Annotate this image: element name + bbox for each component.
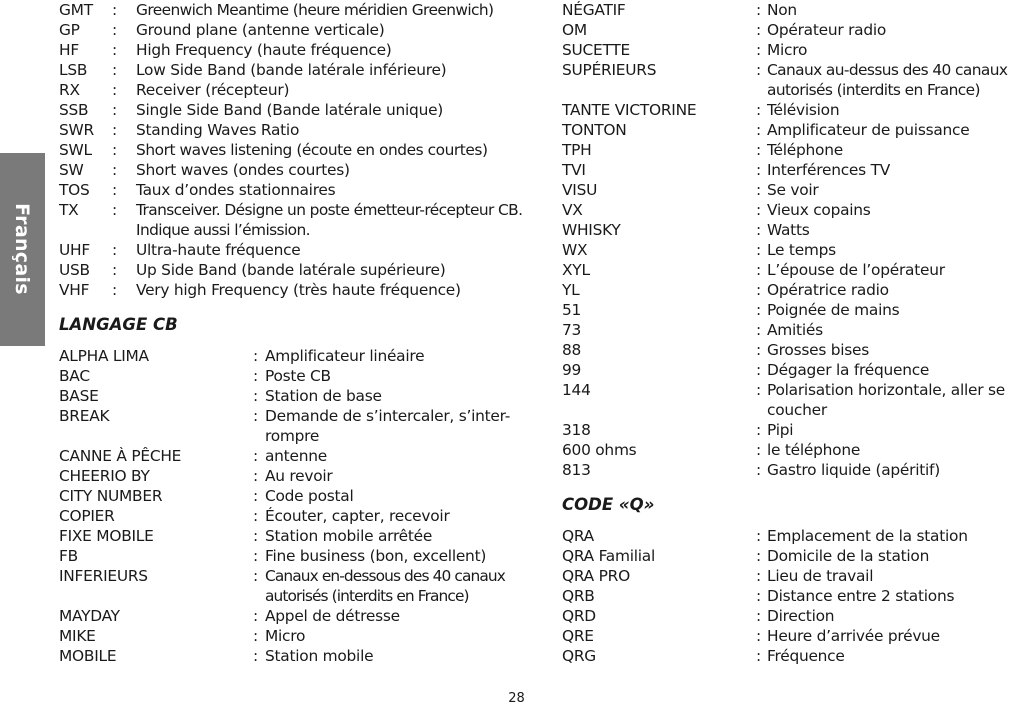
entry-definition: Ground plane (antenne verticale) — [136, 21, 385, 39]
entry-term: BASE — [59, 387, 99, 405]
entry-definition: Opérateur radio — [767, 21, 887, 39]
list-item — [59, 486, 537, 506]
abbreviations-list — [59, 0, 537, 300]
entry-definition: Grosses bises — [767, 341, 870, 359]
entry-colon: : — [756, 527, 761, 545]
entry-colon: : — [756, 627, 761, 645]
list-item — [562, 240, 1033, 260]
entry-colon: : — [756, 421, 761, 439]
entry-definition: Up Side Band (bande latérale supérieure) — [136, 261, 446, 279]
list-item — [59, 406, 537, 446]
entry-term: USB — [59, 261, 90, 279]
entry-colon: : — [112, 281, 117, 299]
entry-term: UHF — [59, 241, 90, 259]
entry-definition: Canaux au-dessus des 40 canaux autorisés (interdits en France) — [767, 61, 1008, 99]
list-item — [59, 240, 537, 260]
entry-definition: Micro — [265, 627, 306, 645]
entry-definition: Fine business (bon, excellent) — [265, 547, 487, 565]
list-item — [562, 300, 1033, 320]
list-item — [562, 140, 1033, 160]
entry-definition: Single Side Band (Bande latérale unique) — [136, 101, 444, 119]
entry-term: MAYDAY — [59, 607, 120, 625]
entry-colon: : — [756, 61, 761, 79]
entry-definition: Short waves listening (écoute en ondes courtes) — [136, 141, 488, 159]
entry-colon: : — [112, 201, 117, 219]
entry-term: SWR — [59, 121, 94, 139]
entry-term: 600 ohms — [562, 441, 637, 459]
list-item — [562, 20, 1033, 40]
entry-definition: Transceiver. Désigne un poste émetteur-récepteur CB. Indique aussi l’émission. — [136, 201, 523, 239]
entry-colon: : — [112, 241, 117, 259]
list-item — [562, 626, 1033, 646]
entry-colon: : — [112, 21, 117, 39]
entry-colon: : — [756, 141, 761, 159]
list-item — [59, 200, 537, 240]
list-item — [59, 20, 537, 40]
entry-term: HF — [59, 41, 79, 59]
list-item — [59, 366, 537, 386]
list-item — [562, 180, 1033, 200]
entry-term: FIXE MOBILE — [59, 527, 154, 545]
entry-colon: : — [756, 647, 761, 665]
list-item — [562, 546, 1033, 566]
entry-term: 318 — [562, 421, 591, 439]
entry-colon: : — [112, 161, 117, 179]
entry-term: QRE — [562, 627, 594, 645]
entry-definition: Micro — [767, 41, 808, 59]
list-item — [562, 320, 1033, 340]
entry-term: VX — [562, 201, 583, 219]
list-item — [59, 646, 537, 666]
entry-term: GMT — [59, 1, 93, 19]
list-item — [59, 566, 537, 606]
list-item — [562, 340, 1033, 360]
entry-colon: : — [756, 607, 761, 625]
entry-term: 813 — [562, 461, 591, 479]
language-tab — [0, 153, 45, 346]
entry-term: SWL — [59, 141, 92, 159]
entry-term: WHISKY — [562, 221, 621, 239]
list-item — [59, 506, 537, 526]
entry-colon: : — [112, 121, 117, 139]
entry-colon: : — [756, 161, 761, 179]
entry-colon: : — [112, 61, 117, 79]
list-item — [59, 346, 537, 366]
entry-colon: : — [253, 387, 258, 405]
entry-definition: Écouter, capter, recevoir — [265, 507, 450, 525]
entry-definition: Poignée de mains — [767, 301, 900, 319]
entry-term: 73 — [562, 321, 582, 339]
entry-colon: : — [253, 507, 258, 525]
entry-term: TANTE VICTORINE — [562, 101, 697, 119]
entry-term: COPIER — [59, 507, 115, 525]
entry-definition: Station mobile — [265, 647, 374, 665]
entry-definition: Lieu de travail — [767, 567, 874, 585]
entry-term: XYL — [562, 261, 590, 279]
entry-colon: : — [253, 487, 258, 505]
entry-term: CHEERIO BY — [59, 467, 150, 485]
entry-term: TOS — [59, 181, 90, 199]
list-item — [562, 526, 1033, 546]
entry-term: BREAK — [59, 407, 110, 425]
list-item — [59, 100, 537, 120]
entry-definition: Télévision — [767, 101, 840, 119]
list-item — [562, 420, 1033, 440]
entry-definition: High Frequency (haute fréquence) — [136, 41, 392, 59]
entry-colon: : — [253, 407, 258, 425]
entry-term: 99 — [562, 361, 582, 379]
list-item — [562, 100, 1033, 120]
entry-definition: Demande de s’intercaler, s’inter-rompre — [265, 407, 511, 445]
list-item — [562, 280, 1033, 300]
entry-colon: : — [756, 21, 761, 39]
entry-colon: : — [756, 261, 761, 279]
entry-term: MOBILE — [59, 647, 117, 665]
code-q-list — [562, 526, 1033, 666]
list-item — [562, 440, 1033, 460]
entry-definition: Code postal — [265, 487, 354, 505]
entry-term: OM — [562, 21, 587, 39]
entry-colon: : — [756, 567, 761, 585]
list-item — [59, 160, 537, 180]
entry-definition: Very high Frequency (très haute fréquence) — [136, 281, 461, 299]
entry-term: SSB — [59, 101, 89, 119]
list-item — [59, 466, 537, 486]
entry-definition: Téléphone — [767, 141, 843, 159]
langage-cb-list — [59, 346, 537, 666]
entry-colon: : — [112, 81, 117, 99]
entry-term: QRG — [562, 647, 596, 665]
entry-term: RX — [59, 81, 80, 99]
list-item — [562, 220, 1033, 240]
entry-term: MIKE — [59, 627, 96, 645]
list-item — [59, 446, 537, 466]
list-item — [562, 566, 1033, 586]
entry-term: QRA Familial — [562, 547, 656, 565]
entry-definition: Poste CB — [265, 367, 331, 385]
entry-term: QRD — [562, 607, 596, 625]
entry-colon: : — [756, 101, 761, 119]
page-number: 28 — [508, 691, 525, 706]
entry-definition: Greenwich Meantime (heure méridien Greenwich) — [136, 1, 494, 19]
entry-definition: Polarisation horizontale, aller se coucher — [767, 381, 1005, 419]
entry-definition: antenne — [265, 447, 327, 465]
entry-colon: : — [253, 647, 258, 665]
entry-term: TVI — [562, 161, 586, 179]
list-item — [59, 60, 537, 80]
entry-definition: Ultra-haute fréquence — [136, 241, 301, 259]
list-item — [59, 546, 537, 566]
entry-definition: Interférences TV — [767, 161, 890, 179]
entry-term: QRA — [562, 527, 594, 545]
entry-colon: : — [756, 301, 761, 319]
entry-colon: : — [756, 381, 761, 399]
entry-colon: : — [253, 567, 258, 585]
list-item — [59, 386, 537, 406]
entry-definition: Non — [767, 1, 797, 19]
entry-term: SUPÉRIEURS — [562, 61, 657, 79]
entry-colon: : — [112, 141, 117, 159]
list-item — [562, 380, 1033, 420]
entry-colon: : — [756, 241, 761, 259]
list-item — [59, 40, 537, 60]
entry-colon: : — [756, 181, 761, 199]
entry-colon: : — [756, 41, 761, 59]
entry-definition: Standing Waves Ratio — [136, 121, 300, 139]
entry-term: TONTON — [562, 121, 627, 139]
entry-definition: Station mobile arrêtée — [265, 527, 433, 545]
entry-term: 144 — [562, 381, 591, 399]
entry-term: YL — [562, 281, 580, 299]
entry-definition: Short waves (ondes courtes) — [136, 161, 350, 179]
entry-definition: Amitiés — [767, 321, 823, 339]
list-item — [59, 606, 537, 626]
entry-term: SUCETTE — [562, 41, 631, 59]
entry-definition: Receiver (récepteur) — [136, 81, 290, 99]
entry-colon: : — [756, 1, 761, 19]
entry-definition: Vieux copains — [767, 201, 871, 219]
list-item — [562, 260, 1033, 280]
entry-definition: Canaux en-dessous des 40 canaux autorisés (interdits en France) — [265, 567, 505, 605]
language-tab-label: Français — [11, 203, 33, 295]
entry-colon: : — [756, 321, 761, 339]
entry-term: TPH — [562, 141, 592, 159]
list-item — [562, 160, 1033, 180]
entry-term: LSB — [59, 61, 88, 79]
entry-definition: Opératrice radio — [767, 281, 889, 299]
entry-colon: : — [112, 261, 117, 279]
entry-definition: Direction — [767, 607, 835, 625]
list-item — [562, 200, 1033, 220]
entry-term: ALPHA LIMA — [59, 347, 149, 365]
entry-term: SW — [59, 161, 84, 179]
entry-term: CITY NUMBER — [59, 487, 163, 505]
entry-definition: Station de base — [265, 387, 382, 405]
entry-definition: Se voir — [767, 181, 819, 199]
list-item — [562, 0, 1033, 20]
list-item — [59, 260, 537, 280]
entry-colon: : — [253, 447, 258, 465]
entry-definition: Fréquence — [767, 647, 845, 665]
section-title-code-q: CODE «Q» — [562, 495, 655, 514]
list-item — [59, 526, 537, 546]
entry-definition: Dégager la fréquence — [767, 361, 930, 379]
entry-colon: : — [253, 467, 258, 485]
entry-definition: Pipi — [767, 421, 794, 439]
list-item — [562, 40, 1033, 60]
entry-definition: Taux d’ondes stationnaires — [136, 181, 336, 199]
entry-definition: Heure d’arrivée prévue — [767, 627, 940, 645]
entry-colon: : — [756, 461, 761, 479]
entry-colon: : — [112, 181, 117, 199]
entry-term: FB — [59, 547, 78, 565]
entry-definition: Amplificateur de puissance — [767, 121, 970, 139]
list-item — [562, 586, 1033, 606]
list-item — [562, 360, 1033, 380]
entry-term: INFERIEURS — [59, 567, 148, 585]
list-item — [562, 646, 1033, 666]
entry-definition: Domicile de la station — [767, 547, 930, 565]
entry-colon: : — [253, 547, 258, 565]
langage-cb-suite-list — [562, 0, 1033, 480]
entry-colon: : — [253, 347, 258, 365]
entry-definition: L’épouse de l’opérateur — [767, 261, 945, 279]
list-item — [562, 120, 1033, 140]
entry-colon: : — [112, 41, 117, 59]
entry-colon: : — [756, 547, 761, 565]
list-item — [59, 120, 537, 140]
entry-definition: Watts — [767, 221, 810, 239]
list-item — [59, 280, 537, 300]
entry-term: CANNE À PÊCHE — [59, 447, 182, 465]
entry-term: GP — [59, 21, 80, 39]
entry-colon: : — [756, 341, 761, 359]
entry-term: NÉGATIF — [562, 1, 626, 19]
entry-definition: Low Side Band (bande latérale inférieure) — [136, 61, 447, 79]
list-item — [562, 60, 1033, 100]
entry-colon: : — [253, 527, 258, 545]
entry-colon: : — [253, 607, 258, 625]
entry-colon: : — [756, 587, 761, 605]
entry-definition: Appel de détresse — [265, 607, 400, 625]
entry-colon: : — [756, 221, 761, 239]
list-item — [59, 140, 537, 160]
entry-definition: Gastro liquide (apéritif) — [767, 461, 940, 479]
list-item — [59, 180, 537, 200]
entry-colon: : — [253, 367, 258, 385]
entry-colon: : — [112, 101, 117, 119]
list-item — [59, 626, 537, 646]
list-item — [562, 460, 1033, 480]
list-item — [59, 80, 537, 100]
entry-definition: Le temps — [767, 241, 836, 259]
entry-term: 88 — [562, 341, 582, 359]
section-title-langage-cb: LANGAGE CB — [59, 315, 178, 334]
entry-definition: le téléphone — [767, 441, 861, 459]
entry-definition: Distance entre 2 stations — [767, 587, 955, 605]
entry-colon: : — [756, 121, 761, 139]
entry-colon: : — [756, 201, 761, 219]
entry-term: VHF — [59, 281, 90, 299]
entry-term: BAC — [59, 367, 90, 385]
entry-colon: : — [112, 1, 117, 19]
entry-colon: : — [756, 281, 761, 299]
list-item — [59, 0, 537, 20]
entry-term: QRA PRO — [562, 567, 630, 585]
entry-term: 51 — [562, 301, 582, 319]
entry-colon: : — [756, 441, 761, 459]
entry-colon: : — [756, 361, 761, 379]
entry-definition: Emplacement de la station — [767, 527, 968, 545]
entry-definition: Au revoir — [265, 467, 333, 485]
entry-colon: : — [253, 627, 258, 645]
entry-term: QRB — [562, 587, 595, 605]
entry-term: WX — [562, 241, 588, 259]
entry-term: TX — [59, 201, 79, 219]
list-item — [562, 606, 1033, 626]
entry-term: VISU — [562, 181, 598, 199]
entry-definition: Amplificateur linéaire — [265, 347, 425, 365]
